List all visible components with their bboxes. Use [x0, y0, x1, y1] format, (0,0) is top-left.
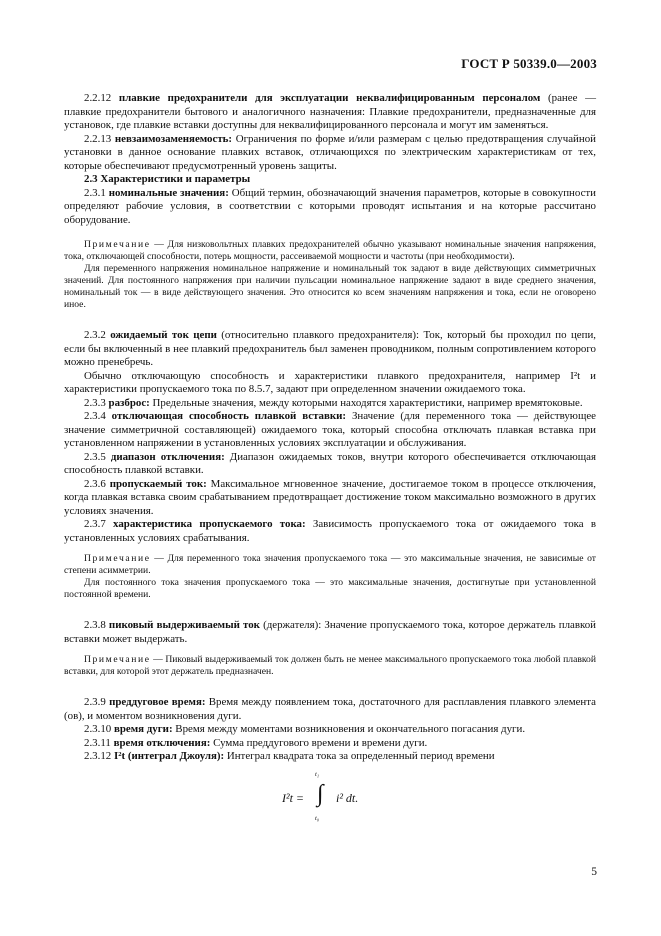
clause-paragraph	[64, 478, 596, 519]
definition-text: Предельные значения, между которыми находятся характеристики, например времятоковые.	[149, 396, 583, 409]
definition-text: Сумма преддугового времени и времени дуги.	[210, 736, 428, 749]
note-paragraph	[64, 577, 596, 601]
definition-text: (ранее — плавкие предохранители бытового и аналогичного назначения: Плавкие предохранители, предназначенные для установок, где плавкие вставки доступны для неквалифицированного персонала и могут им заменяться.	[64, 92, 596, 131]
clause-number: 2.3.10	[84, 723, 112, 735]
formula-lhs: I²t =	[282, 790, 305, 805]
defined-term: характеристика пропускаемого тока:	[113, 518, 306, 530]
defined-term: отключающая способность плавкой вставки:	[111, 410, 347, 422]
note-paragraph	[64, 263, 596, 311]
clause-paragraph	[64, 173, 596, 187]
clause-number: 2.2.12	[84, 92, 112, 104]
formula-rhs: i² dt.	[336, 790, 359, 805]
note-label: Примечание	[84, 553, 151, 564]
definition-text: Зависимость пропускаемого тока от ожидаемого тока в установленных условиях срабатывания.	[64, 518, 596, 544]
definition-text: Общий термин, обозначающий значения параметров, которые в совокупности определяют рабочие условия, в соответствии с которыми проводят испытания и на которые рассчитано оборудование.	[64, 186, 596, 226]
defined-term: номинальные значения:	[108, 186, 229, 199]
note-text: — Для переменного тока значения пропускаемого тока — это максимальные значения, не зависимые от степени асимметрии.	[64, 553, 596, 576]
defined-term: невзаимозаменяемость:	[114, 132, 233, 145]
defined-term: время отключения:	[113, 736, 211, 749]
definition-text: Интеграл квадрата тока за определенный период времени	[224, 750, 495, 762]
note-paragraph	[64, 239, 596, 263]
definition-text: Ограничения по форме и/или размерам с целью предотвращения случайной установки в данное основание плавких вставок, отличающихся по электрическим характеристикам от тех, которые обеспечивают предусмотренный уровень защиты.	[64, 132, 596, 172]
clause-paragraph	[64, 750, 596, 764]
defined-term: плавкие предохранители для эксплуатации неквалифицированным персоналом	[118, 92, 541, 104]
defined-term: диапазон отключения:	[110, 450, 225, 463]
clause-paragraph	[64, 397, 596, 411]
note-paragraph	[64, 553, 596, 577]
note-paragraph	[64, 654, 596, 678]
clause-number: 2.3.9	[84, 696, 106, 708]
paragraph-text: Обычно отключающую способность и характеристики плавкого предохранителя, например I²t и характеристики пропускаемого тока по 8.5.7, задают при определенном значении ожидаемого тока.	[64, 369, 596, 395]
note-label: Примечание	[84, 654, 151, 665]
clause-number: 2.3.1	[84, 186, 106, 199]
clause-number: 2.3.4	[84, 410, 106, 422]
note-text: Для постоянного тока значения пропускаемого тока — это максимальные значения, достигнутые при установленной постоянной времени.	[64, 577, 596, 600]
section-2-2-end	[64, 92, 596, 227]
integral-sign: ∫	[317, 780, 324, 807]
note-text: Для переменного напряжения номинальное напряжение и номинальный ток задают в виде действующих симметричных значений. Для постоянного напряжения при наличии пульсации номинальное напряжение задают в виде среднего значения, номинальный ток — в виде действующего значения. Это относится ко всем значениям напряжения и тока, если не оговорено иное.	[64, 263, 596, 310]
note-text: — Пиковый выдерживаемый ток должен быть не менее максимального пропускаемого тока любой плавкой вставки, для которой этот держатель предназначен.	[64, 654, 596, 677]
definition-text: Максимальное мгновенное значение, достигаемое током в процессе отключения, когда плавкая вставка своим срабатыванием предотвращает достижение током максимально возможного в других условиях значения.	[64, 477, 596, 517]
defined-term: пиковый выдерживаемый ток	[108, 619, 260, 631]
note-block-2-3-1	[64, 239, 596, 311]
section-2-3-8	[64, 619, 596, 646]
clause-paragraph	[64, 451, 596, 478]
clause-paragraph	[64, 723, 596, 737]
joule-integral-formula	[64, 770, 596, 828]
clause-paragraph	[64, 370, 596, 397]
definition-text: Диапазон ожидаемых токов, внутри которого обеспечивается отключающая способность плавкой вставки.	[64, 450, 596, 476]
section-2-3-2-to-2-3-7	[64, 329, 596, 545]
definition-text: (держателя): Значение пропускаемого тока, которое держатель плавкой вставки может выдержать.	[64, 619, 596, 645]
definition-text: Значение (для переменного тока — действующее значение симметричной составляющей) ожидаемого тока, который способна отключать плавкая вставка при установленном напряжении в установленных условиях эксплуатации и обслуживания.	[64, 410, 596, 449]
page-number: 5	[591, 866, 597, 878]
defined-term: пропускаемый ток:	[109, 477, 207, 490]
clause-paragraph	[64, 737, 596, 751]
document-body	[64, 92, 596, 828]
formula-upper-limit: t₁	[315, 770, 320, 778]
clause-number: 2.3.5	[84, 450, 106, 463]
clause-number: 2.3.11	[84, 736, 111, 749]
clause-paragraph	[64, 619, 596, 646]
formula-lower-limit: t₀	[315, 814, 320, 822]
clause-number: 2.3.2	[84, 329, 106, 341]
defined-term: время дуги:	[113, 723, 173, 735]
clause-number: 2.3.3	[84, 396, 106, 409]
clause-number: 2.3.12	[84, 750, 112, 762]
defined-term: ожидаемый ток цепи	[110, 329, 217, 341]
definition-text: Время между моментами возникновения и окончательного погасания дуги.	[172, 723, 526, 735]
definition-text: (относительно плавкого предохранителя): Ток, который бы проходил по цепи, если бы включенный в нее плавкий предохранитель был заменен проводником, полным сопротивлением которого можно пренебречь.	[64, 329, 596, 368]
note-block-2-3-7	[64, 553, 596, 601]
clause-number: 2.2.13	[84, 132, 112, 145]
note-text: — Для низковольтных плавких предохранителей обычно указывают номинальные значения напряжения, тока, отключающей способности, потерь мощности, рассеиваемой мощности и частоты (при необходимости).	[64, 239, 596, 262]
defined-term: преддуговое время:	[109, 696, 206, 708]
clause-paragraph	[64, 696, 596, 723]
clause-paragraph	[64, 410, 596, 451]
section-2-3-9-to-2-3-12	[64, 696, 596, 764]
clause-paragraph	[64, 187, 596, 228]
note-label: Примечание	[84, 239, 151, 250]
clause-paragraph	[64, 92, 596, 133]
clause-number: 2.3.6	[84, 477, 106, 490]
defined-term: разброс:	[108, 396, 150, 409]
clause-paragraph	[64, 133, 596, 174]
definition-text: Время между появлением тока, достаточного для расплавления плавкого элемента (ов), и моментом возникновения дуги.	[64, 696, 596, 722]
clause-number: 2.3.8	[84, 619, 106, 631]
standard-header: ГОСТ Р 50339.0—2003	[461, 56, 597, 71]
note-block-2-3-8	[64, 654, 596, 678]
clause-number: 2.3.7	[84, 518, 106, 530]
defined-term: I²t (интеграл Джоуля):	[113, 750, 225, 762]
clause-paragraph	[64, 329, 596, 370]
section-heading: 2.3 Характеристики и параметры	[84, 173, 251, 185]
clause-paragraph	[64, 518, 596, 545]
